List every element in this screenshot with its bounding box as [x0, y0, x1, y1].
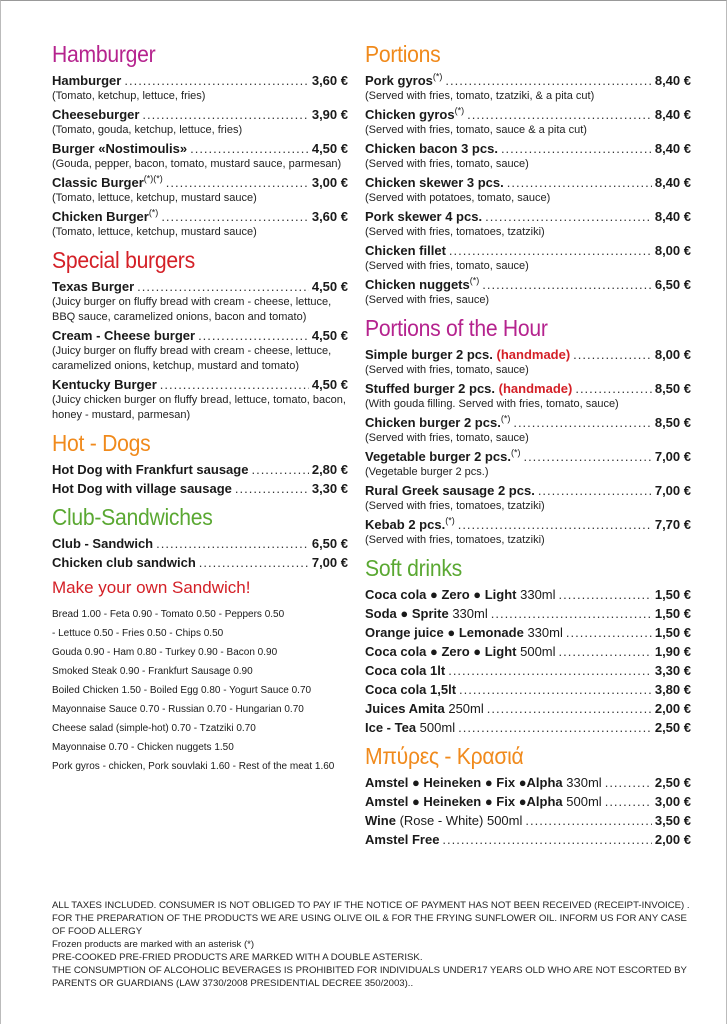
item-name: Vegetable burger 2 pcs.(*)	[365, 447, 521, 464]
menu-item	[365, 812, 691, 829]
menu-item-line	[365, 793, 691, 810]
dot-leader	[559, 586, 652, 603]
item-name: Burger «Nostimoulis»	[52, 141, 188, 156]
item-price: 1,50 €	[654, 606, 691, 621]
asterisk-mark: (*)	[445, 515, 455, 526]
item-price: 3,60 €	[311, 209, 348, 224]
item-description: (Served with fries, tomatoes, tzatziki)	[365, 500, 545, 512]
menu-item-line	[365, 516, 691, 533]
section-title: Special burgers	[52, 247, 195, 273]
item-name: Chicken burger 2 pcs.(*)	[365, 413, 511, 430]
menu-item	[52, 461, 348, 478]
item-price: 3,00 €	[311, 175, 348, 190]
extras-line: Pork gyros - chicken, Pork souvlaki 1.60 - Rest of the meat 1.60	[52, 761, 335, 772]
dot-leader	[605, 774, 652, 791]
item-volume: (Rose - White) 500ml	[395, 813, 523, 828]
menu-item	[365, 276, 691, 308]
item-description: (Served with potatoes, tomato, sauce)	[365, 192, 551, 204]
menu-item-line	[365, 586, 691, 603]
item-description: (Tomato, lettuce, ketchup, mustard sauce)	[52, 226, 257, 238]
dot-leader	[573, 346, 652, 363]
item-price: 8,40 €	[654, 141, 691, 156]
menu-item-line	[365, 812, 691, 829]
menu-item	[365, 174, 691, 206]
dot-leader	[137, 278, 309, 295]
item-name: Cream - Cheese burger	[52, 328, 196, 343]
item-name: Chicken fillet	[365, 243, 446, 258]
item-price: 8,50 €	[654, 381, 691, 396]
left-column	[52, 40, 348, 776]
menu-item-line	[365, 719, 691, 736]
item-price: 7,70 €	[654, 517, 691, 532]
section-title: Portions	[365, 41, 441, 67]
menu-item	[52, 554, 348, 571]
dot-leader	[449, 242, 652, 259]
dot-leader	[442, 831, 651, 848]
menu-item	[365, 681, 691, 698]
item-description: (With gouda filling. Served with fries, tomato, sauce)	[365, 398, 619, 410]
dot-leader	[501, 140, 652, 157]
item-name: Chicken bacon 3 pcs.	[365, 141, 498, 156]
menu-section	[365, 40, 691, 308]
item-name: Pork skewer 4 pcs.	[365, 209, 483, 224]
extras-line: Mayonnaise 0.70 - Chicken nuggets 1.50	[52, 742, 234, 753]
menu-item-line	[365, 106, 691, 123]
menu-item-line	[52, 174, 348, 191]
item-price: 6,50 €	[311, 536, 348, 551]
extras-line: Smoked Steak 0.90 - Frankfurt Sausage 0.90	[52, 666, 253, 677]
item-description: (Vegetable burger 2 pcs.)	[365, 466, 489, 478]
menu-item-line	[365, 276, 691, 293]
item-description: (Served with fries, tomatoes, tzatziki)	[365, 534, 545, 546]
item-name: Coca cola 1lt	[365, 663, 446, 678]
item-name: Coca cola 1,5lt	[365, 682, 457, 697]
extras-line: Bread 1.00 - Feta 0.90 - Tomato 0.50 - Peppers 0.50	[52, 609, 285, 620]
item-name: Rural Greek sausage 2 pcs.	[365, 483, 535, 498]
menu-item	[365, 831, 691, 848]
extras-line: - Lettuce 0.50 - Fries 0.50 - Chips 0.50	[52, 628, 224, 639]
menu-item	[52, 278, 348, 325]
menu-item-line	[365, 662, 691, 679]
dot-leader	[142, 106, 308, 123]
dot-leader	[458, 719, 652, 736]
item-description: (Served with fries, tomato, tzatziki, & a pita cut)	[365, 90, 595, 102]
dot-leader	[448, 662, 652, 679]
dot-leader	[538, 482, 652, 499]
item-description: (Tomato, gouda, ketchup, lettuce, fries)	[52, 124, 243, 136]
menu-item-line	[365, 643, 691, 660]
item-price: 3,50 €	[654, 813, 691, 828]
item-description: (Juicy burger on fluffy bread with cream - cheese, lettuce, caramelized onions, ketchup, mustard and tomato)	[52, 345, 332, 372]
item-price: 3,90 €	[311, 107, 348, 122]
item-price: 3,80 €	[654, 682, 691, 697]
dot-leader	[566, 624, 652, 641]
item-description: (Tomato, ketchup, lettuce, fries)	[52, 90, 206, 102]
menu-item-line	[365, 624, 691, 641]
menu-item-line	[365, 242, 691, 259]
handmade-tag: (handmade)	[498, 381, 573, 396]
dot-leader	[459, 681, 652, 698]
menu-item	[365, 662, 691, 679]
menu-item-line	[365, 346, 691, 363]
item-price: 2,50 €	[654, 775, 691, 790]
menu-section	[52, 429, 348, 497]
menu-item	[365, 242, 691, 274]
menu-section	[52, 246, 348, 423]
make-your-own-sandwich	[52, 577, 348, 776]
item-description: (Served with fries, tomato, sauce)	[365, 364, 529, 376]
dot-leader	[507, 174, 652, 191]
menu-item-line	[365, 605, 691, 622]
item-volume: 250ml	[444, 701, 484, 716]
dot-leader	[491, 605, 652, 622]
dot-leader	[199, 554, 309, 571]
dot-leader	[156, 535, 309, 552]
item-description: (Served with fries, tomato, sauce)	[365, 432, 529, 444]
menu-item	[52, 480, 348, 497]
item-price: 1,90 €	[654, 644, 691, 659]
dot-leader	[124, 72, 308, 89]
menu-item	[365, 719, 691, 736]
menu-item	[52, 174, 348, 206]
extras-line: Gouda 0.90 - Ham 0.80 - Turkey 0.90 - Bacon 0.90	[52, 647, 278, 658]
item-description: (Served with fries, tomato, sauce)	[365, 260, 529, 272]
asterisk-mark: (*)	[454, 105, 465, 116]
menu-item-line	[52, 554, 348, 571]
item-name: Stuffed burger 2 pcs. (handmade)	[365, 381, 573, 396]
menu-item	[365, 586, 691, 603]
item-description: (Served with fries, tomato, sauce)	[365, 158, 529, 170]
item-name: Chicken gyros(*)	[365, 105, 465, 122]
dot-leader	[605, 793, 652, 810]
menu-item-line	[52, 106, 348, 123]
menu-item	[365, 793, 691, 810]
menu-item-line	[365, 72, 691, 89]
item-name: Hot Dog with Frankfurt sausage	[52, 462, 249, 477]
item-price: 8,50 €	[654, 415, 691, 430]
item-name: Hot Dog with village sausage	[52, 481, 232, 496]
menu-item	[365, 346, 691, 378]
footer-notice	[52, 899, 702, 990]
menu-item-line	[365, 681, 691, 698]
menu-item	[365, 643, 691, 660]
extras-line: Mayonnaise Sauce 0.70 - Russian 0.70 - Hungarian 0.70	[52, 704, 304, 715]
item-name: Amstel ● Heineken ● Fix ●Alpha 330ml	[365, 775, 602, 790]
dot-leader	[198, 327, 309, 344]
menu-item	[52, 535, 348, 552]
menu-section	[52, 40, 348, 240]
item-description: (Juicy burger on fluffy bread with cream - cheese, lettuce, BBQ sauce, caramelized onions, bacon and tomato)	[52, 296, 332, 323]
item-description: (Served with fries, tomato, sauce & a pita cut)	[365, 124, 587, 136]
menu-item	[365, 624, 691, 641]
item-price: 7,00 €	[654, 483, 691, 498]
menu-item	[365, 516, 691, 548]
item-name: Soda ● Sprite 330ml	[365, 606, 488, 621]
item-description: (Juicy chicken burger on fluffy bread, lettuce, tomato, bacon, honey - mustard, parmesan)	[52, 394, 346, 421]
item-price: 2,00 €	[654, 701, 691, 716]
item-volume: 330ml	[562, 775, 602, 790]
menu-item-line	[365, 380, 691, 397]
item-name: Amstel ● Heineken ● Fix ●Alpha 500ml	[365, 794, 602, 809]
item-price: 4,50 €	[311, 279, 348, 294]
item-name: Classic Burger(*)(*)	[52, 173, 163, 190]
menu-item	[365, 72, 691, 104]
menu-item-line	[365, 831, 691, 848]
item-volume: 500ml	[416, 720, 456, 735]
footer-line: ALL TAXES INCLUDED. CONSUMER IS NOT OBLIGED TO PAY IF THE NOTICE OF PAYMENT HAS NOT BEEN RECEIVED (RECEIPT-INVOICE) .	[52, 900, 690, 911]
item-description: (Served with fries, tomatoes, tzatziki)	[365, 226, 545, 238]
dot-leader	[485, 208, 652, 225]
menu-item	[52, 106, 348, 138]
asterisk-mark: (*)	[510, 447, 521, 458]
item-name: Club - Sandwich	[52, 536, 154, 551]
asterisk-mark: (*)	[432, 71, 443, 82]
section-title: Μπύρες - Κρασιά	[365, 743, 524, 769]
menu-item	[52, 72, 348, 104]
item-name: Amstel Free	[365, 832, 440, 847]
item-name: Chicken nuggets(*)	[365, 275, 480, 292]
item-name: Orange juice ● Lemonade 330ml	[365, 625, 563, 640]
menu-item-line	[365, 208, 691, 225]
asterisk-mark: (*)(*)	[143, 173, 163, 184]
item-name: Cheeseburger	[52, 107, 140, 122]
item-volume: 500ml	[562, 794, 602, 809]
menu-item-line	[52, 208, 348, 225]
menu-item	[365, 448, 691, 480]
menu-item-line	[365, 140, 691, 157]
item-name: Wine (Rose - White) 500ml	[365, 813, 523, 828]
item-price: 7,00 €	[654, 449, 691, 464]
footer-line: PRE-COOKED PRE-FRIED PRODUCTS ARE MARKED WITH A DOUBLE ASTERISK.	[52, 952, 423, 963]
item-price: 8,00 €	[654, 347, 691, 362]
menu-item	[52, 140, 348, 172]
footer-line: Frozen products are marked with an asterisk (*)	[52, 939, 255, 950]
footer-line: FOR THE PREPARATION OF THE PRODUCTS WE ARE USING OLIVE OIL & FOR THE FRYING SUNFLOWER OIL. INFORM US FOR ANY CASE OF FOOD ALLERGY	[52, 913, 687, 937]
item-description: (Tomato, lettuce, ketchup, mustard sauce)	[52, 192, 257, 204]
menu-item	[52, 376, 348, 423]
menu-item	[365, 774, 691, 791]
menu-section	[365, 314, 691, 548]
item-volume: 330ml	[523, 625, 563, 640]
item-price: 8,40 €	[654, 175, 691, 190]
asterisk-mark: (*)	[148, 207, 159, 218]
item-price: 8,40 €	[654, 73, 691, 88]
item-price: 4,50 €	[311, 141, 348, 156]
menu-item	[365, 380, 691, 412]
menu-item-line	[52, 461, 348, 478]
menu-item-line	[52, 480, 348, 497]
item-name: Juices Amita 250ml	[365, 701, 484, 716]
menu-item	[365, 208, 691, 240]
extras-line: Boiled Chicken 1.50 - Boiled Egg 0.80 - Yogurt Sauce 0.70	[52, 685, 312, 696]
item-volume: 330ml	[448, 606, 488, 621]
item-price: 7,00 €	[311, 555, 348, 570]
menu-item	[365, 106, 691, 138]
item-price: 4,50 €	[311, 377, 348, 392]
item-volume: 330ml	[516, 587, 556, 602]
menu-item-line	[365, 174, 691, 191]
menu-section	[365, 554, 691, 736]
section-title: Soft drinks	[365, 555, 462, 581]
handmade-tag: (handmade)	[496, 347, 571, 362]
menu-item	[365, 482, 691, 514]
menu-item-line	[365, 774, 691, 791]
item-name: Kebab 2 pcs.(*)	[365, 515, 455, 532]
menu-item	[365, 700, 691, 717]
item-price: 4,50 €	[311, 328, 348, 343]
menu-item-line	[365, 414, 691, 431]
item-price: 6,50 €	[654, 277, 691, 292]
menu-item	[365, 414, 691, 446]
menu-item-line	[52, 327, 348, 344]
menu-section	[365, 742, 691, 848]
item-price: 1,50 €	[654, 625, 691, 640]
item-price: 2,00 €	[654, 832, 691, 847]
item-price: 8,40 €	[654, 107, 691, 122]
item-description: (Gouda, pepper, bacon, tomato, mustard sauce, parmesan)	[52, 158, 342, 170]
dot-leader	[251, 461, 308, 478]
asterisk-mark: (*)	[500, 413, 511, 424]
section-title: Portions of the Hour	[365, 315, 548, 341]
extras-line: Cheese salad (simple-hot) 0.70 - Tzatziki 0.70	[52, 723, 256, 734]
item-name: Simple burger 2 pcs. (handmade)	[365, 347, 571, 362]
menu-item	[52, 327, 348, 374]
dot-leader	[523, 448, 651, 465]
menu-item	[52, 208, 348, 240]
item-name: Chicken club sandwich	[52, 555, 196, 570]
dot-leader	[458, 516, 652, 533]
dot-leader	[487, 700, 652, 717]
menu-item-line	[52, 278, 348, 295]
dot-leader	[160, 376, 309, 393]
item-price: 2,80 €	[311, 462, 348, 477]
item-name: Coca cola ● Zero ● Light 500ml	[365, 644, 556, 659]
item-description: (Served with fries, sauce)	[365, 294, 490, 306]
section-title: Hot - Dogs	[52, 430, 151, 456]
menu-item-line	[52, 72, 348, 89]
dot-leader	[482, 276, 652, 293]
dot-leader	[161, 208, 309, 225]
dot-leader	[513, 414, 652, 431]
item-price: 3,30 €	[654, 663, 691, 678]
menu-item-line	[365, 448, 691, 465]
dot-leader	[190, 140, 309, 157]
dot-leader	[467, 106, 652, 123]
menu-item-line	[52, 376, 348, 393]
menu-section	[52, 503, 348, 571]
item-name: Coca cola ● Zero ● Light 330ml	[365, 587, 556, 602]
item-name: Texas Burger	[52, 279, 135, 294]
item-price: 8,40 €	[654, 209, 691, 224]
menu-item-line	[365, 482, 691, 499]
dot-leader	[445, 72, 651, 89]
section-title: Hamburger	[52, 41, 156, 67]
item-volume: 500ml	[516, 644, 556, 659]
asterisk-mark: (*)	[469, 275, 480, 286]
dot-leader	[559, 643, 652, 660]
item-name: Pork gyros(*)	[365, 71, 443, 88]
item-name: Chicken Burger(*)	[52, 207, 159, 224]
item-name: Ice - Tea 500ml	[365, 720, 456, 735]
dot-leader	[525, 812, 651, 829]
item-price: 3,60 €	[311, 73, 348, 88]
item-name: Chicken skewer 3 pcs.	[365, 175, 504, 190]
footer-line: THE CONSUMPTION OF ALCOHOLIC BEVERAGES IS PROHIBITED FOR INDIVIDUALS UNDER17 YEARS OLD WHO ARE NOT ESCORTED BY PARENTS OR GUARDIANS (LAW 3730/2008 PRESIDENTIAL DECREE 350/2003)..	[52, 965, 687, 989]
dot-leader	[166, 174, 309, 191]
item-name: Kentucky Burger	[52, 377, 157, 392]
section-title: Club-Sandwiches	[52, 504, 213, 530]
item-price: 1,50 €	[654, 587, 691, 602]
right-column	[365, 40, 691, 852]
menu-item-line	[52, 535, 348, 552]
menu-item-line	[52, 140, 348, 157]
item-price: 3,30 €	[311, 481, 348, 496]
item-price: 3,00 €	[654, 794, 691, 809]
item-name: Hamburger	[52, 73, 122, 88]
item-price: 2,50 €	[654, 720, 691, 735]
menu-item	[365, 605, 691, 622]
dot-leader	[235, 480, 309, 497]
menu-item	[365, 140, 691, 172]
menu-item-line	[365, 700, 691, 717]
extras-title: Make your own Sandwich!	[52, 578, 251, 597]
item-price: 8,00 €	[654, 243, 691, 258]
dot-leader	[575, 380, 652, 397]
